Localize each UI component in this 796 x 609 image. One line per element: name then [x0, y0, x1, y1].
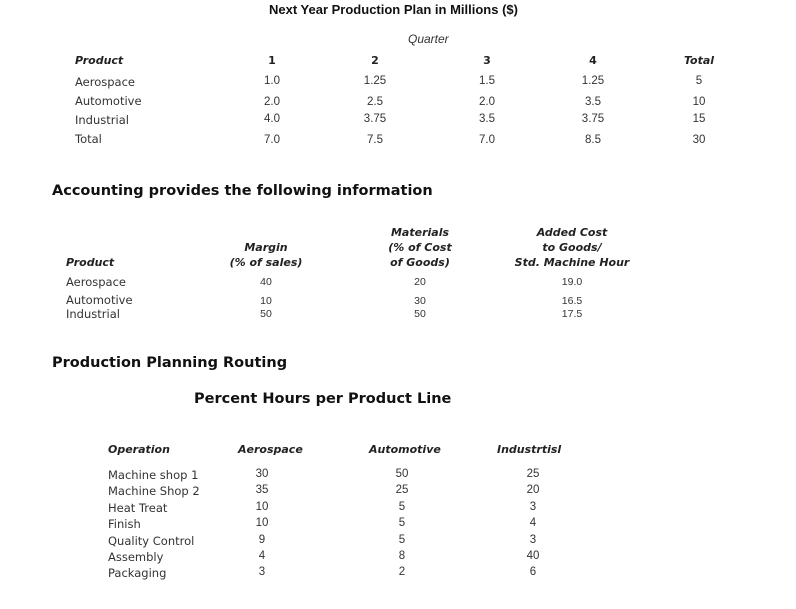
routing-cell: 3 — [258, 566, 266, 578]
plan-header-q4: 4 — [589, 54, 597, 67]
plan-cell: 3.75 — [581, 113, 605, 125]
plan-cell: 2.5 — [367, 96, 383, 108]
plan-cell: 1.0 — [264, 75, 280, 87]
production-plan-title: Next Year Production Plan in Millions ($) — [269, 2, 518, 17]
plan-cell: 15 — [692, 113, 706, 125]
routing-row-operation: Packaging — [108, 566, 167, 580]
routing-title: Production Planning Routing — [52, 355, 288, 371]
materials-header-line: (% of Cost — [388, 241, 452, 254]
routing-header-aerospace: Aerospace — [238, 443, 303, 456]
plan-cell: 3.5 — [585, 96, 601, 108]
accounting-cell: 10 — [260, 295, 272, 307]
plan-header-q2: 2 — [371, 54, 379, 67]
plan-cell: 3.75 — [363, 113, 387, 125]
routing-row-operation: Finish — [108, 517, 141, 531]
added-cost-header-line: Std. Machine Hour — [514, 256, 630, 269]
routing-cell: 5 — [398, 501, 406, 513]
plan-cell: 7.0 — [479, 134, 495, 146]
routing-header-operation: Operation — [108, 443, 170, 456]
plan-cell: 3.5 — [479, 113, 495, 125]
routing-cell: 6 — [529, 566, 537, 578]
added-cost-header-line: Added Cost — [536, 226, 608, 239]
plan-cell: 30 — [692, 134, 706, 146]
materials-header-line: of Goods) — [390, 256, 450, 269]
materials-header-line: Materials — [390, 226, 450, 239]
accounting-title: Accounting provides the following information — [52, 183, 433, 199]
plan-cell: 2.0 — [479, 96, 495, 108]
routing-cell: 3 — [529, 534, 537, 546]
accounting-row-product: Aerospace — [66, 275, 126, 289]
plan-row-product: Aerospace — [75, 75, 135, 89]
accounting-cell: 40 — [260, 276, 272, 288]
accounting-cell: 19.0 — [561, 276, 583, 288]
routing-row-operation: Assembly — [108, 550, 164, 564]
accounting-cell: 30 — [414, 295, 426, 307]
plan-cell: 10 — [692, 96, 706, 108]
plan-cell: 5 — [695, 75, 703, 87]
routing-cell: 40 — [526, 550, 540, 562]
added-cost-header-line: to Goods/ — [542, 241, 602, 254]
margin-header-line: Margin — [244, 241, 288, 254]
accounting-row-product: Automotive — [66, 293, 133, 307]
plan-header-q3: 3 — [483, 54, 491, 67]
accounting-header-margin — [230, 240, 303, 270]
plan-cell: 8.5 — [585, 134, 601, 146]
routing-cell: 25 — [526, 468, 540, 480]
plan-cell: 1.25 — [363, 75, 387, 87]
routing-cell: 3 — [529, 501, 537, 513]
plan-cell: 1.25 — [581, 75, 605, 87]
plan-header-total: Total — [683, 54, 715, 67]
accounting-cell: 50 — [260, 308, 272, 320]
plan-row-product: Automotive — [75, 94, 142, 108]
routing-row-operation: Quality Control — [108, 534, 195, 548]
routing-cell: 20 — [526, 484, 540, 496]
routing-cell: 5 — [398, 517, 406, 529]
plan-row-product: Total — [75, 132, 102, 146]
plan-header-product: Product — [75, 54, 124, 67]
routing-cell: 2 — [398, 566, 406, 578]
accounting-cell: 16.5 — [561, 295, 583, 307]
routing-header-automotive: Automotive — [369, 443, 441, 456]
plan-cell: 1.5 — [479, 75, 495, 87]
accounting-header-materials — [388, 225, 452, 270]
routing-subtitle: Percent Hours per Product Line — [194, 391, 452, 407]
routing-cell: 4 — [258, 550, 266, 562]
routing-cell: 5 — [398, 534, 406, 546]
plan-row-product: Industrial — [75, 113, 129, 127]
plan-cell: 4.0 — [264, 113, 280, 125]
plan-cell: 2.0 — [264, 96, 280, 108]
routing-cell: 4 — [529, 517, 537, 529]
margin-header-line: (% of sales) — [229, 256, 303, 269]
plan-cell: 7.0 — [264, 134, 280, 146]
routing-cell: 10 — [255, 517, 269, 529]
routing-cell: 50 — [395, 468, 409, 480]
quarter-group-label: Quarter — [408, 32, 449, 46]
routing-cell: 30 — [255, 468, 269, 480]
routing-row-operation: Heat Treat — [108, 501, 168, 515]
plan-header-q1: 1 — [268, 54, 276, 67]
accounting-cell: 20 — [414, 276, 426, 288]
routing-cell: 9 — [258, 534, 266, 546]
accounting-cell: 50 — [414, 308, 426, 320]
accounting-cell: 17.5 — [561, 308, 583, 320]
accounting-row-product: Industrial — [66, 307, 120, 321]
accounting-header-product: Product — [66, 256, 115, 269]
routing-cell: 25 — [395, 484, 409, 496]
routing-row-operation: Machine Shop 2 — [108, 484, 200, 498]
routing-cell: 8 — [398, 550, 406, 562]
routing-row-operation: Machine shop 1 — [108, 468, 199, 482]
routing-header-industrial: Industrtisl — [497, 443, 562, 456]
plan-cell: 7.5 — [367, 134, 383, 146]
accounting-header-added-cost — [515, 225, 630, 270]
routing-cell: 35 — [255, 484, 269, 496]
routing-cell: 10 — [255, 501, 269, 513]
